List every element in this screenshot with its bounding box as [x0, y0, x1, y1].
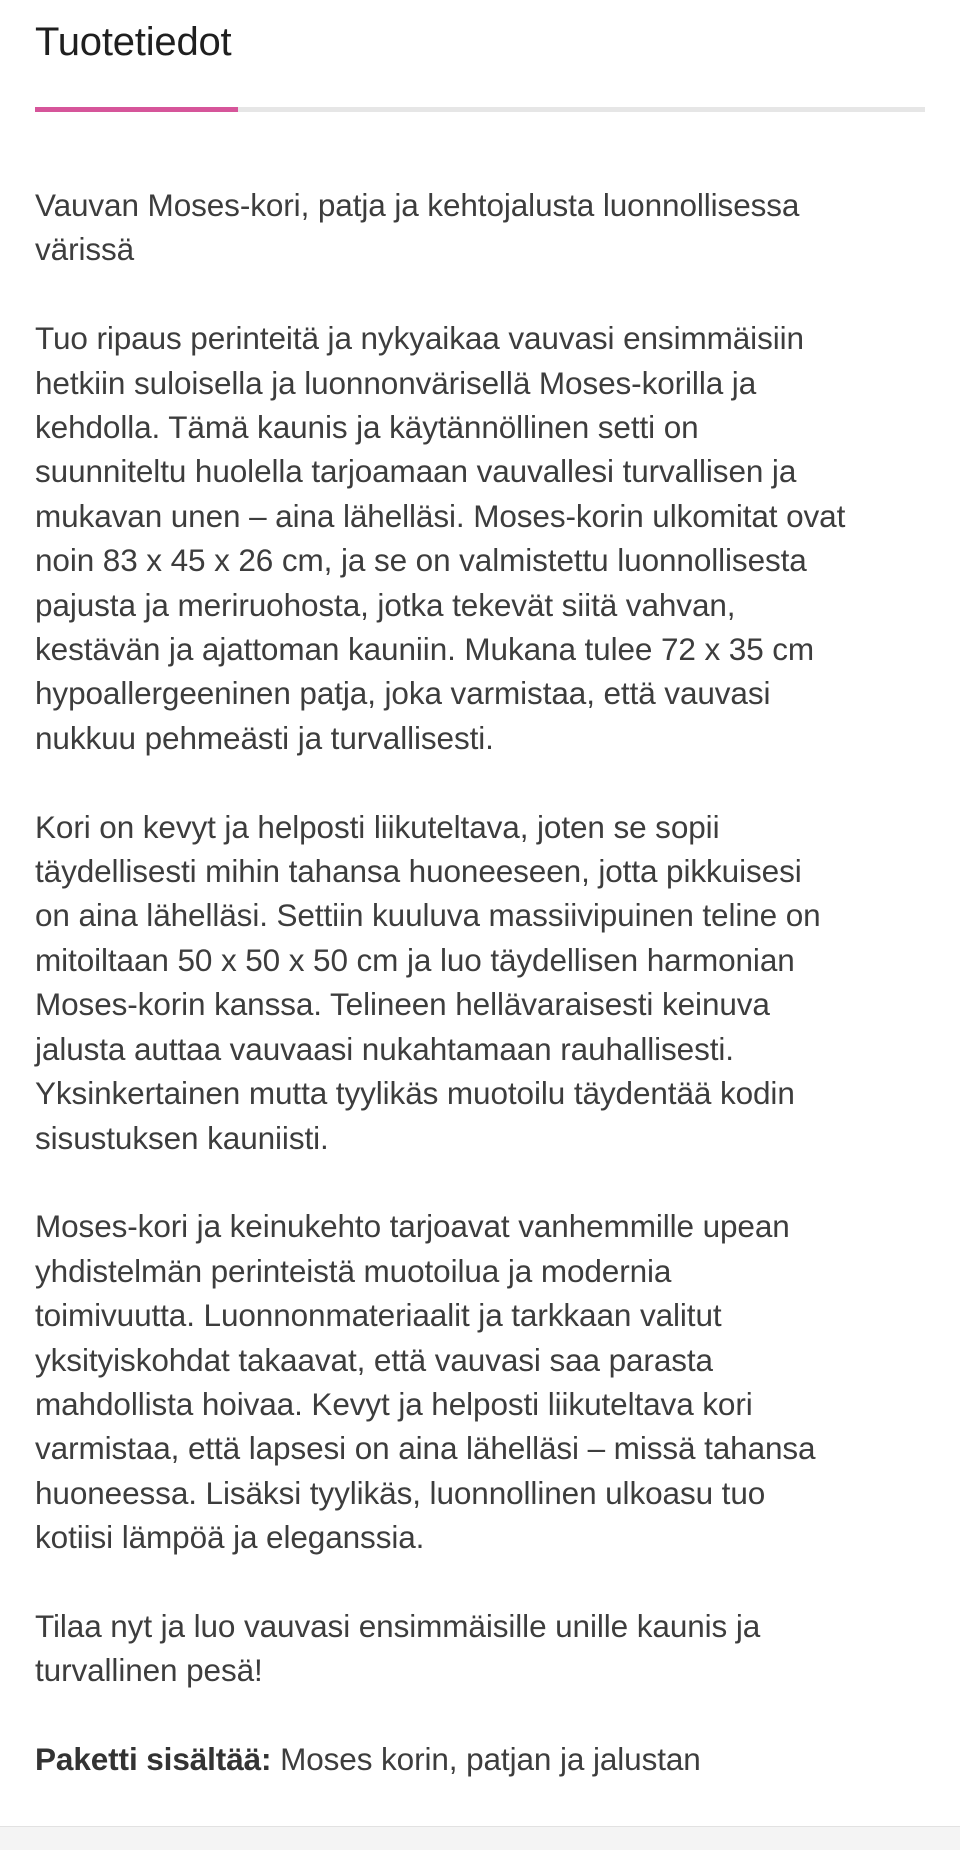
description-paragraph-5 — [35, 1604, 935, 1693]
description-paragraph-1 — [35, 183, 935, 272]
description-paragraph-2 — [35, 316, 935, 760]
description-line: Kori on kevyt ja helposti liikuteltava, joten se sopii — [35, 808, 720, 845]
description-line: noin 83 x 45 x 26 cm, ja se on valmistettu luonnollisesta — [35, 542, 807, 579]
package-contents-value: Moses korin, patjan ja jalustan — [271, 1741, 701, 1778]
description-line: nukkuu pehmeästi ja turvallisesti. — [35, 719, 494, 756]
description-line: Tilaa nyt ja luo vauvasi ensimmäisille unille kaunis ja — [35, 1607, 761, 1644]
description-line: yksityiskohdat takaavat, että vauvasi saa parasta — [35, 1341, 713, 1378]
description-line: sisustuksen kauniisti. — [35, 1119, 329, 1156]
description-line: pajusta ja meriruohosta, jotka tekevät siitä vahvan, — [35, 586, 736, 623]
description-line: hypoallergeeninen patja, joka varmistaa, että vauvasi — [35, 675, 771, 712]
section-tab-track — [35, 107, 925, 112]
description-line: mahdollista hoivaa. Kevyt ja helposti liikuteltava kori — [35, 1385, 753, 1422]
description-paragraph-4 — [35, 1204, 935, 1559]
description-line: huoneessa. Lisäksi tyylikäs, luonnollinen ulkoasu tuo — [35, 1474, 766, 1511]
description-paragraph-3 — [35, 805, 935, 1160]
description-line: Vauvan Moses-kori, patja ja kehtojalusta luonnollisessa — [35, 187, 800, 223]
description-line: värissä — [35, 231, 135, 268]
description-line: yhdistelmän perinteistä muotoilua ja modernia — [35, 1252, 672, 1289]
package-contents-label: Paketti sisältää: — [35, 1741, 272, 1778]
description-line: varmistaa, että lapsesi on aina lähelläsi – missä tahansa — [35, 1430, 816, 1467]
description-line: Moses-korin kanssa. Telineen hellävaraisesti keinuva — [35, 986, 770, 1023]
description-line: kotiisi lämpöä ja eleganssia. — [35, 1519, 425, 1556]
description-line: kestävän ja ajattoman kauniin. Mukana tulee 72 x 35 cm — [35, 631, 815, 668]
description-line: hetkiin suloisella ja luonnonvärisellä Moses-korilla ja — [35, 364, 757, 401]
description-line: Tuo ripaus perinteitä ja nykyaikaa vauvasi ensimmäisiin — [35, 320, 804, 357]
product-description — [35, 183, 935, 1826]
description-line: kehdolla. Tämä kaunis ja käytännöllinen setti on — [35, 409, 699, 446]
active-tab-indicator — [35, 107, 238, 112]
description-line: jalusta auttaa vauvaasi nukahtamaan rauhallisesti. — [35, 1030, 734, 1067]
bottom-bar — [0, 1826, 960, 1850]
description-line: suunniteltu huolella tarjoamaan vauvallesi turvallisen ja — [35, 453, 797, 490]
description-line: täydellisesti mihin tahansa huoneeseen, jotta pikkuisesi — [35, 853, 802, 890]
description-line: Yksinkertainen mutta tyylikäs muotoilu täydentää kodin — [35, 1075, 795, 1112]
description-line: on aina lähelläsi. Settiin kuuluva massiivipuinen teline on — [35, 897, 821, 934]
description-line: mitoiltaan 50 x 50 x 50 cm ja luo täydellisen harmonian — [35, 941, 795, 978]
package-contents — [35, 1737, 935, 1781]
description-line: turvallinen pesä! — [35, 1652, 263, 1689]
description-line: toimivuutta. Luonnonmateriaalit ja tarkkaan valitut — [35, 1297, 722, 1334]
description-line: Moses-kori ja keinukehto tarjoavat vanhemmille upean — [35, 1208, 790, 1245]
description-line: mukavan unen – aina lähelläsi. Moses-korin ulkomitat ovat — [35, 497, 846, 534]
section-title: Tuotetiedot — [35, 20, 232, 64]
